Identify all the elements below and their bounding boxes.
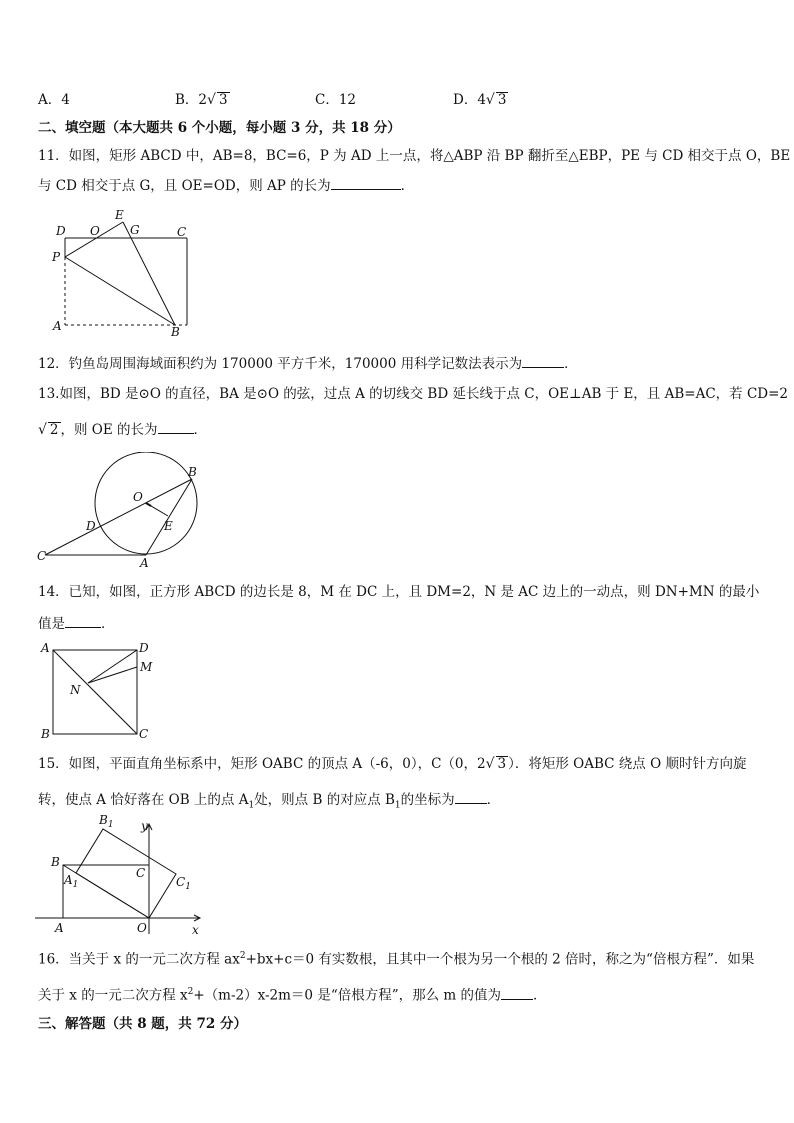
q15-line2: 转，使点 A 恰好落在 OB 上的点 $A_1$处，则点 B 的对应点 $B_1$的坐标为 ． [38,792,501,811]
label-a: A [140,556,149,570]
q13-line2: √ 2 ，则 OE 的长为 ． [38,422,208,438]
label-o: O [90,224,100,238]
label-y: y [141,819,148,833]
label-c1: $C_1$ [176,875,191,892]
label-a: A [41,641,50,655]
label-n: N [70,683,81,697]
label-b: B [41,727,50,741]
label-b: B [188,465,197,479]
label-p: P [52,250,61,264]
label-b: B [171,325,180,339]
option-d: D．4√ 3 [453,92,507,108]
q14-line2: 值是 ． [38,616,115,632]
label-c: C [37,549,47,563]
label-b1: $B_1$ [99,813,114,830]
label-a: A [55,921,64,935]
label-c: C [139,727,149,741]
label-e: E [164,519,173,533]
q11-line2: 与 CD 相交于点 G，且 OE=OD，则 AP 的长为 ． [38,178,415,194]
section-2-heading: 二、填空题（本大题共 6 个小题，每小题 3 分，共 18 分） [38,120,401,136]
label-d: D [139,641,149,655]
label-d: D [86,519,96,533]
label-a: A [53,319,62,333]
q16-line1: 16．当关于 x 的一元二次方程 $ax^2+bx+c=0$ 有实数根，且其中一个根为另一个根的 2 倍时，称之为“倍根方程”．如果 [38,951,755,968]
section-3-heading: 三、解答题（共 8 题，共 72 分） [38,1016,247,1032]
q15-figure [35,810,210,935]
label-d: D [56,224,66,238]
label-o: O [133,490,143,504]
q13-line1: 13.如图，BD 是⊙O 的直径，BA 是⊙O 的弦，过点 A 的切线交 BD 延长线于点 C，OE⊥AB 于 E，且 AB=AC，若 CD=2 [38,386,789,402]
q13-figure [33,452,208,572]
label-o: O [137,921,147,935]
q11-figure [45,205,205,340]
q11-line1: 11．如图，矩形 ABCD 中，AB=8，BC=6，P 为 AD 上一点，将△ABP 沿 BP 翻折至△EBP，PE 与 CD 相交于点 O，BE [38,148,791,164]
option-c: C．12 [315,92,357,108]
q15-line1: 15．如图，平面直角坐标系中，矩形 OABC 的顶点 A（-6，0），C（0，2√ 3 ）．将矩形 OABC 绕点 O 顺时针方向旋 [38,756,747,772]
q16-line2: 关于 x 的一元二次方程 $x^2+(m-2)x-2m=0$ 是“倍根方程”，那么 m 的值为 ． [38,987,547,1004]
option-b: B．2√ 3 [175,92,228,108]
option-a: A．4 [38,92,70,108]
q14-line1: 14．已知，如图，正方形 ABCD 的边长是 8，M 在 DC 上，且 DM=2，N 是 AC 边上的一动点，则 DN+MN 的最小 [38,584,760,600]
label-b: B [51,855,60,869]
q12-line: 12．钓鱼岛周围海域面积约为 170000 平方千米，170000 用科学记数法表示为 ． [38,356,578,372]
q14-figure [35,638,165,743]
label-m: M [140,660,153,674]
label-c: C [136,866,146,880]
label-x: x [192,923,199,935]
label-a1: $A_1$ [64,873,79,890]
label-e: E [115,208,124,222]
label-c: C [177,225,187,239]
label-g: G [130,223,140,237]
